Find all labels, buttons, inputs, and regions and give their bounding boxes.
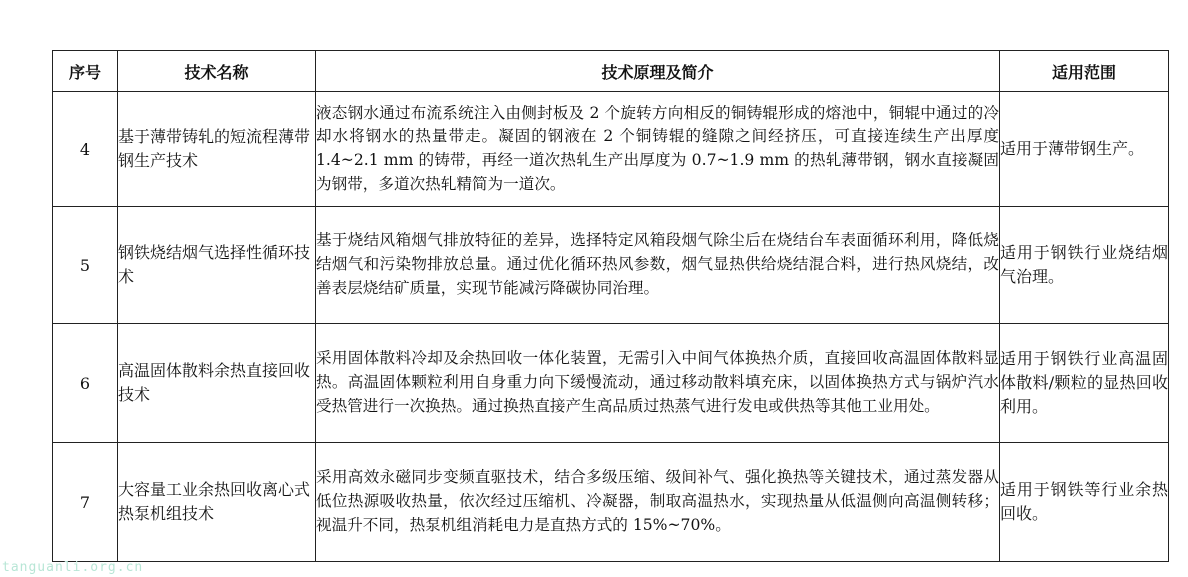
header-no: 序号 [53, 51, 118, 92]
technology-description: 采用固体散料冷却及余热回收一体化装置，无需引入中间气体换热介质，直接回收高温固体散料显热。高温固体颗粒利用自身重力向下缓慢流动，通过移动散料填充床，以固体换热方式与锅炉汽水受热管进行一次换热。通过换热直接产生高品质过热蒸气进行发电或供热等其他工业用处。 [316, 324, 1000, 443]
technology-name: 钢铁烧结烟气选择性循环技术 [118, 207, 316, 324]
row-number: 7 [53, 443, 118, 562]
technology-description: 液态钢水通过布流系统注入由侧封板及 2 个旋转方向相反的铜铸辊形成的熔池中，铜辊中通过的冷却水将钢水的热量带走。凝固的钢液在 2 个铜铸辊的缝隙之间经挤压，可直接连续生产出厚度 1.4~2.1 mm 的铸带，再经一道次热轧生产出厚度为 0.7~1.9 mm 的热轧薄带钢，钢水直接凝固为钢带，多道次热轧精简为一道次。 [316, 92, 1000, 207]
technology-table [52, 50, 1169, 562]
application-scope: 适用于钢铁行业烧结烟气治理。 [1000, 207, 1169, 324]
header-name: 技术名称 [118, 51, 316, 92]
row-number: 5 [53, 207, 118, 324]
technology-name: 高温固体散料余热直接回收技术 [118, 324, 316, 443]
watermark: tanguanli.org.cn [2, 560, 144, 575]
application-scope: 适用于钢铁行业高温固体散料/颗粒的显热回收利用。 [1000, 324, 1169, 443]
table-header-row [53, 51, 1169, 92]
technology-name: 基于薄带铸轧的短流程薄带钢生产技术 [118, 92, 316, 207]
header-scope: 适用范围 [1000, 51, 1169, 92]
technology-description: 基于烧结风箱烟气排放特征的差异，选择特定风箱段烟气除尘后在烧结台车表面循环利用，降低烧结烟气和污染物排放总量。通过优化循环热风参数，烟气显热供给烧结混合料，进行热风烧结，改善表层烧结矿质量，实现节能减污降碳协同治理。 [316, 207, 1000, 324]
technology-name: 大容量工业余热回收离心式热泵机组技术 [118, 443, 316, 562]
application-scope: 适用于钢铁等行业余热回收。 [1000, 443, 1169, 562]
table-row [53, 443, 1169, 562]
table-row [53, 92, 1169, 207]
table-row [53, 207, 1169, 324]
row-number: 6 [53, 324, 118, 443]
application-scope: 适用于薄带钢生产。 [1000, 92, 1169, 207]
technology-description: 采用高效永磁同步变频直驱技术，结合多级压缩、级间补气、强化换热等关键技术，通过蒸发器从低位热源吸收热量，依次经过压缩机、冷凝器，制取高温热水，实现热量从低温侧向高温侧转移；视温升不同，热泵机组消耗电力是直热方式的 15%~70%。 [316, 443, 1000, 562]
header-desc: 技术原理及简介 [316, 51, 1000, 92]
table-row [53, 324, 1169, 443]
row-number: 4 [53, 92, 118, 207]
